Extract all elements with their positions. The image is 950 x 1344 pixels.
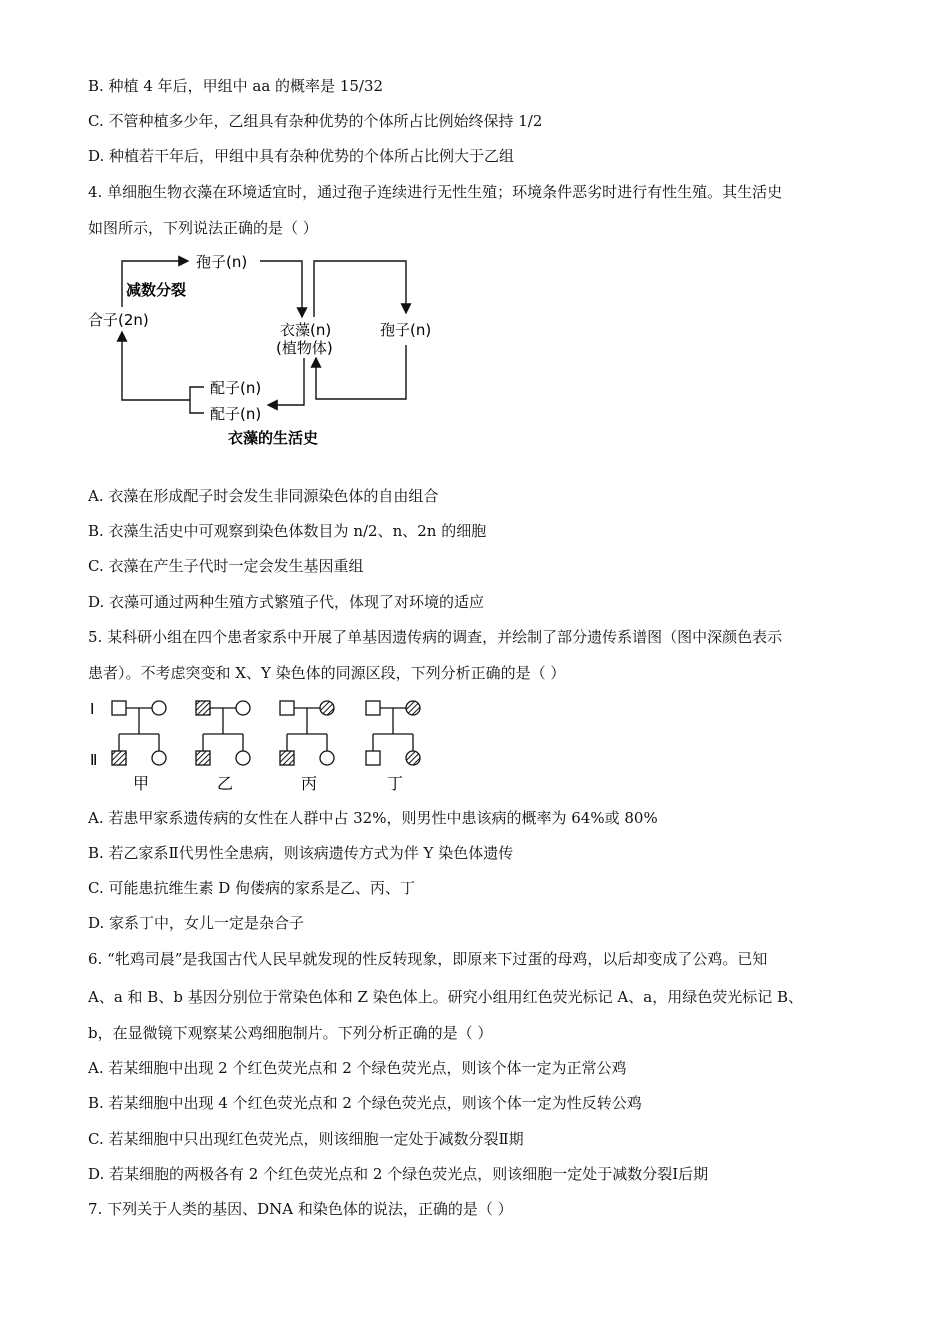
chlamydomonas-life-cycle-diagram: [80, 245, 460, 455]
q4-option-b: B. 衣藻生活史中可观察到染色体数目为 n/2、n、2n 的细胞: [88, 522, 487, 540]
pedigree-family-ding: [366, 701, 420, 765]
generation-I-label: Ⅰ: [90, 700, 95, 718]
spore-top-label: 孢子(n): [196, 253, 248, 271]
q6-option-c: C. 若某细胞中只出现红色荧光点，则该细胞一定处于减数分裂Ⅱ期: [88, 1130, 524, 1148]
pedigree-family-bing: [280, 701, 334, 765]
family-yi-label: 乙: [217, 774, 234, 793]
q4-stem-line1: 4. 单细胞生物衣藻在环境适宜时，通过孢子连续进行无性生殖；环境条件恶劣时进行有性生殖。其生活史: [88, 183, 783, 201]
q3-option-b: B. 种植 4 年后，甲组中 aa 的概率是 15/32: [88, 77, 384, 95]
q6-option-d: D. 若某细胞的两极各有 2 个红色荧光点和 2 个绿色荧光点，则该细胞一定处于减数分裂Ⅰ后期: [88, 1165, 709, 1183]
q4-option-d: D. 衣藻可通过两种生殖方式繁殖子代，体现了对环境的适应: [88, 593, 485, 611]
q6-option-b: B. 若某细胞中出现 4 个红色荧光点和 2 个绿色荧光点，则该个体一定为性反转公鸡: [88, 1094, 642, 1112]
q6-option-a: A. 若某细胞中出现 2 个红色荧光点和 2 个绿色荧光点，则该个体一定为正常公鸡: [88, 1059, 627, 1077]
q3-option-c: C. 不管种植多少年，乙组具有杂种优势的个体所占比例始终保持 1/2: [88, 112, 543, 130]
q5-option-a: A. 若患甲家系遗传病的女性在人群中占 32%，则男性中患该病的概率为 64%或 80%: [88, 809, 658, 827]
q5-option-b: B. 若乙家系Ⅱ代男性全患病，则该病遗传方式为伴 Y 染色体遗传: [88, 844, 514, 862]
plant-sub-label: (植物体): [276, 339, 333, 357]
q7-stem: 7. 下列关于人类的基因、DNA 和染色体的说法，正确的是（ ）: [88, 1200, 513, 1218]
family-jia-label: 甲: [133, 774, 150, 793]
family-ding-label: 丁: [387, 774, 404, 793]
generation-II-label: Ⅱ: [90, 751, 98, 769]
q4-stem-line2: 如图所示，下列说法正确的是（ ）: [88, 219, 318, 237]
spore-right-label: 孢子(n): [380, 321, 432, 339]
q5-option-c: C. 可能患抗维生素 D 佝偻病的家系是乙、丙、丁: [88, 879, 416, 897]
q5-stem-line2: 患者）。不考虑突变和 X、Y 染色体的同源区段，下列分析正确的是（ ）: [88, 664, 566, 682]
q6-stem-line2: A、a 和 B、b 基因分别位于常染色体和 Z 染色体上。研究小组用红色荧光标记 A、a，用绿色荧光标记 B、: [88, 988, 804, 1006]
life-cycle-caption: 衣藻的生活史: [228, 429, 319, 447]
gamete-label-2: 配子(n): [210, 405, 262, 423]
family-bing-label: 丙: [301, 774, 318, 793]
pedigree-family-yi: [196, 701, 250, 765]
q6-stem-line3: b，在显微镜下观察某公鸡细胞制片。下列分析正确的是（ ）: [88, 1024, 493, 1042]
q6-stem-line1: 6. “牝鸡司晨”是我国古代人民早就发现的性反转现象，即原来下过蛋的母鸡，以后却变成了公鸡。已知: [88, 950, 768, 968]
q5-option-d: D. 家系丁中，女儿一定是杂合子: [88, 914, 305, 932]
q5-stem-line1: 5. 某科研小组在四个患者家系中开展了单基因遗传病的调查，并绘制了部分遗传系谱图（图中深颜色表示: [88, 628, 783, 646]
pedigree-charts: [80, 690, 480, 800]
meiosis-label: 减数分裂: [126, 281, 187, 299]
gamete-label-1: 配子(n): [210, 379, 262, 397]
q3-option-d: D. 种植若干年后，甲组中具有杂种优势的个体所占比例大于乙组: [88, 147, 515, 165]
q4-option-a: A. 衣藻在形成配子时会发生非同源染色体的自由组合: [88, 487, 439, 505]
zygote-label: 合子(2n): [88, 311, 149, 329]
plant-label: 衣藻(n): [280, 321, 332, 339]
q4-option-c: C. 衣藻在产生子代时一定会发生基因重组: [88, 557, 364, 575]
pedigree-family-jia: [112, 701, 166, 765]
